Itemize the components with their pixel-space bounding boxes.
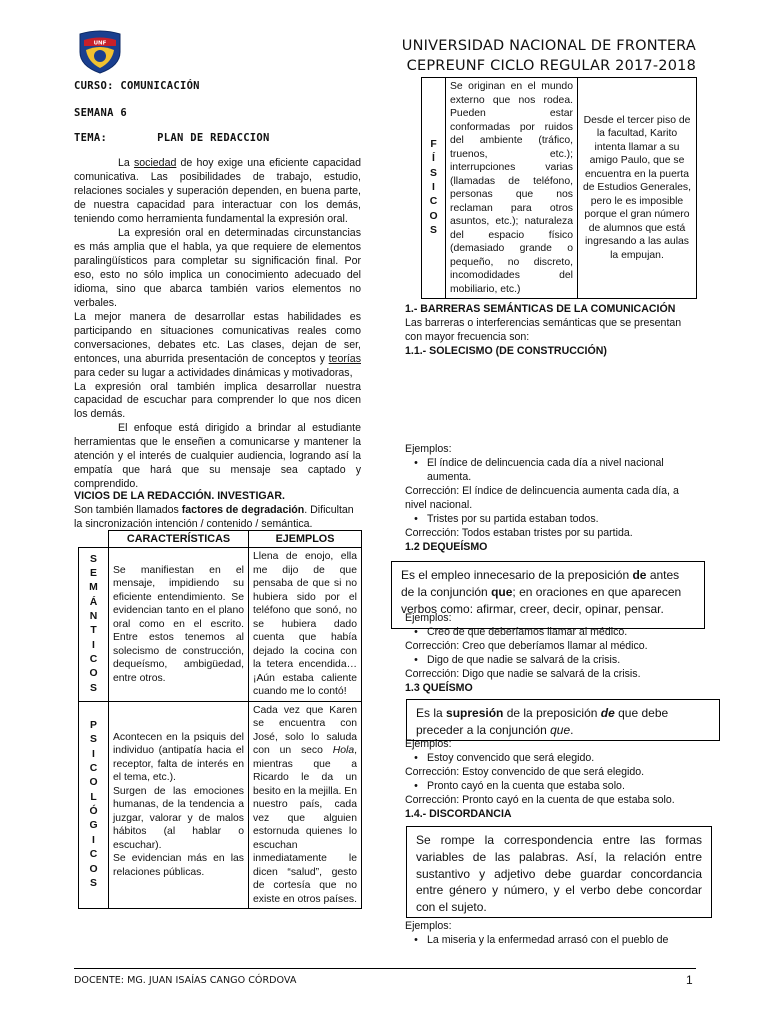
list-item: • Tristes por su partida estaban todos. <box>414 512 599 525</box>
vicios-text: Son también llamados factores de degradación. Dificultan la sincronización intención / contenido / semántica. <box>74 504 354 530</box>
discordancia-definition-box: Se rompe la correspondencia entre las formas variables de las palabras. Así, la relación entre sustantivo y adjetivo debe guardar concordancia entre género y número, y el verbo debe concordar con el sujeto. <box>406 826 712 918</box>
vicios-table <box>78 530 362 909</box>
semanticos-vertical-label: S E M Á N T I C O S <box>79 548 109 702</box>
university-logo <box>74 30 126 74</box>
table-header-row <box>79 531 362 548</box>
semana-label: SEMANA 6 <box>74 107 127 119</box>
correccion-text: Corrección: Pronto cayó en la cuenta de que estaba solo. <box>405 793 675 806</box>
correccion-text: Corrección: Estoy convencido de que será elegido. <box>405 765 645 778</box>
solecismo-examples <box>405 443 697 555</box>
intro-paragraph-5: El enfoque está dirigido a brindar al estudiante herramientas que le enseñen a comunicarse y mantener la atención y el interés de cualquier audiencia, logrando así la empatía que hará que su mensaje sea captado y comprendido. <box>74 422 361 491</box>
tema-label: TEMA: <box>74 132 108 144</box>
intro-paragraph-2: La expresión oral en determinadas circunstancias es más amplia que el habla, ya que requiere de elementos paralingüísticos para completar su significación final. Por eso, esto no sólo implica un conocimiento adecuado del idioma, sino que abarca también varios elementos no verbales. <box>74 226 361 309</box>
fisicos-table <box>421 77 697 299</box>
link-sociedad[interactable]: sociedad <box>133 157 177 169</box>
psicologicos-ejemplo: Cada vez que Karen se encuentra con José, solo lo saluda con un seco Hola, mientras que a Ricardo le da un besito en la mejilla. En nuestro país, cada vez que alguien estornuda quienes lo escuchan inmediatamente le dicen “salud”, gesto de cortesía que no existe en otros países. <box>249 701 362 909</box>
barreras-section <box>405 303 697 359</box>
footer-docente: DOCENTE: MG. JUAN ISAÍAS CANGO CÓRDOVA <box>74 975 297 986</box>
table-row <box>422 78 697 299</box>
queismo-examples <box>405 738 697 822</box>
header-ciclo: CEPREUNF CICLO REGULAR 2017-2018 <box>406 58 696 74</box>
ejemplos-label: Ejemplos: <box>405 443 452 455</box>
list-item: • Pronto cayó en la cuenta que estaba solo. <box>414 779 625 792</box>
dequeismo-definition-box: Es el empleo innecesario de la preposición de antes de la conjunción que; en oraciones en que aparecen verbos como: afirmar, creer, decir, opinar, pensar. <box>391 561 705 629</box>
intro-paragraph-4: La expresión oral también implica desarrollar nuestra capacidad de escuchar para comprender lo que nos dicen los demás. <box>74 380 361 421</box>
semanticos-ejemplo: Llena de enojo, ella me dijo de que pensaba de que si no hubiera sido por el teléfono que sonó, no se hubiera dado cuenta que había dejado la cocina con la tetera encendida… ¡Aún estaba caliente cuando me lo contó! <box>249 548 362 702</box>
fisicos-ejemplo: Desde el tercer piso de la facultad, Karito intenta llamar a su amigo Paulo, que se encuentra en la puerta de Estudios Generales, pero le es imposible porque el gran número de alumnos que está ingresando a las aulas la empujan. <box>578 78 697 299</box>
ejemplos-label: Ejemplos: <box>405 920 452 932</box>
fisicos-vertical-label: F Í S I C O S <box>422 78 446 299</box>
correccion-text: Corrección: Digo que nadie se salvará de la crisis. <box>405 667 641 680</box>
discordancia-examples <box>405 920 697 948</box>
page-number: 1 <box>686 973 693 987</box>
list-item: • Digo de que nadie se salvará de la crisis. <box>414 653 621 666</box>
link-teorias[interactable]: teorías <box>328 352 361 365</box>
intro-paragraph-1: La sociedad de hoy exige una eficiente capacidad comunicativa. Las posibilidades de trabajo, estudio, relaciones sociales y superación dependen, en buena parte, de nuestra capacidad para interactuar con los demás, teniendo como herramienta fundamental la expresión oral. <box>74 157 361 225</box>
ejemplos-label: Ejemplos: <box>405 738 452 750</box>
queismo-title: 1.3 QUEÍSMO <box>405 681 473 694</box>
footer-divider <box>74 968 696 969</box>
ejemplos-label: Ejemplos: <box>405 612 452 624</box>
list-item: • La miseria y la enfermedad arrasó con el pueblo de <box>414 933 669 946</box>
correccion-text: Corrección: Creo que deberíamos llamar al médico. <box>405 639 648 652</box>
vicios-title: VICIOS DE LA REDACCIÓN. INVESTIGAR. <box>74 490 285 502</box>
intro-text <box>74 157 361 492</box>
list-item: • Estoy convencido que será elegido. <box>414 751 595 764</box>
col-caracteristicas: CARACTERÍSTICAS <box>109 531 249 548</box>
semanticos-caracteristicas: Se manifiestan en el mensaje, impidiendo su eficiente entendimiento. Se evidencian tanto en el plano oral como en el escrito. Entre estos tenemos al solecismo de construcción, dequeísmo, ambigüedad, entre otros. <box>109 548 249 702</box>
list-item: • El índice de delincuencia cada día a nivel nacional aumenta. <box>414 456 664 483</box>
discordancia-title: 1.4.- DISCORDANCIA <box>405 807 512 820</box>
barreras-title: 1.- BARRERAS SEMÁNTICAS DE LA COMUNICACIÓN <box>405 303 676 315</box>
logo-lettering: UNF <box>93 40 107 47</box>
psicologicos-vertical-label: P S I C O L Ó G I C O S <box>79 701 109 909</box>
correccion-text: Corrección: El índice de delincuencia aumenta cada día, a nivel nacional. <box>405 484 679 511</box>
curso-label: CURSO: COMUNICACIÓN <box>74 80 200 92</box>
barreras-intro: Las barreras o interferencias semánticas que se presentan con mayor frecuencia son: <box>405 316 682 343</box>
intro-paragraph-3: La mejor manera de desarrollar estas habilidades es participando en situaciones comunicativas reales como conversaciones, debates etc. Las clases, dejan de ser, entonces, una aburrida presentación de conceptos y teorías para ceder su lugar a actividades dinámicas y motivadoras, <box>74 310 361 379</box>
queismo-definition-box: Es la supresión de la preposición de que debe preceder a la conjunción que. <box>406 699 720 741</box>
correccion-text: Corrección: Todos estaban tristes por su partida. <box>405 526 633 539</box>
dequeismo-examples <box>405 612 697 696</box>
psicologicos-caracteristicas: Acontecen en la psiquis del individuo (antipatía hacia el receptor, falta de interés en el tema, etc.). Surgen de las emociones humanas, de la tendencia a juzgar, valorar y de malos hábitos (al hablar o escuchar). Se evidencian más en las relaciones públicas. <box>109 701 249 909</box>
solecismo-title: 1.1.- SOLECISMO (DE CONSTRUCCIÓN) <box>405 344 607 357</box>
list-item: • Creo de que deberíamos llamar al médico. <box>414 625 628 638</box>
table-row <box>79 701 362 909</box>
table-row <box>79 548 362 702</box>
tema-value: PLAN DE REDACCION <box>157 132 270 144</box>
fisicos-caracteristicas: Se originan en el mundo externo que nos rodea. Pueden estar conformadas por ruidos del ambiente (tráfico, truenos, etc.); interrupciones varias (llamadas de teléfono, personas que nos reclaman para otros asuntos, etc.); naturaleza del espacio físico (demasiado grande o pequeño, no discreto, incomodidades del mobiliario, etc.) <box>446 78 578 299</box>
header-university: UNIVERSIDAD NACIONAL DE FRONTERA <box>401 38 696 54</box>
tema-heading <box>74 132 270 146</box>
col-ejemplos: EJEMPLOS <box>249 531 362 548</box>
dequeismo-title: 1.2 DEQUEÍSMO <box>405 540 488 553</box>
